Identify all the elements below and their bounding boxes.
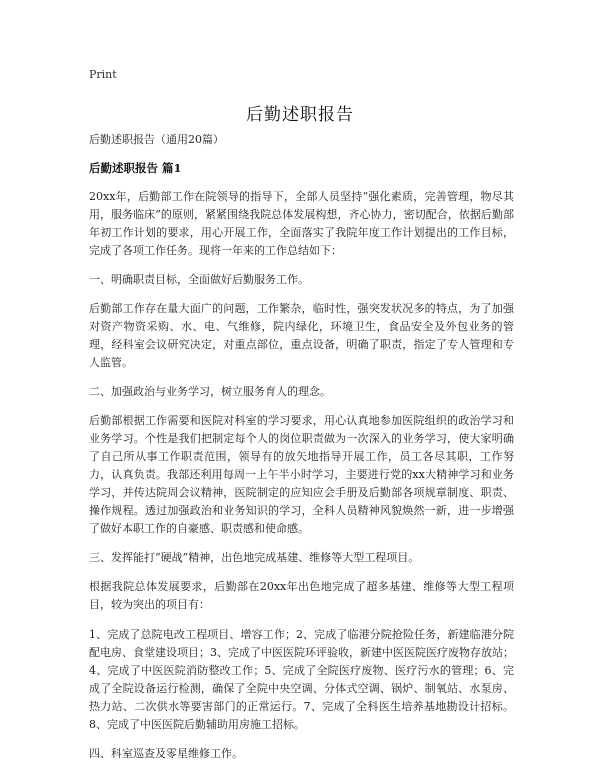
paragraph-intro: 20xx年，后勤部工作在院领导的指导下，全部人员坚持“强化素质，完善管理，物尽其用，服务临床”的原则，紧紧围绕我院总体发展构想，齐心协力，密切配合，依据后勤部年初工作计划的要求，用心开展工作，全面落实了我院年度工作计划提出的工作目标，完成了各项工作任务。现将一年来的工作总结如下： [89,190,514,257]
document-subtitle: 后勤述职报告（通用20篇） [89,133,224,146]
print-label: Print [89,68,117,81]
paragraph-2: 后勤部根据工作需要和医院对科室的学习要求，用心认真地参加医院组织的政治学习和业务学习。个性是我们把制定每个人的岗位职责做为一次深入的业务学习，使大家明确了自己所从事工作职责范围，领导有的放矢地指导开展工作，员工各尽其职，工作努力，认真负责。我部还利用每周一上午半小时学习，主要进行党的xx大精神学习和业务学习，并传达院周会议精神，医院制定的应知应会手册及后勤部各项规章制度、职责、操作规程。透过加强政治和业务知识的学习，全科人员精神风貌焕然一新，进一步增强了做好本职工作的自豪感、职责感和使命感。 [89,414,514,535]
section-title: 后勤述职报告 篇1 [89,161,182,175]
document-title: 后勤述职报告 [246,105,354,125]
paragraph-3: 根据我院总体发展要求，后勤部在20xx年出色地完成了超多基建、维修等大型工程项目，较为突出的项目有： [89,580,514,611]
heading-2: 二、加强政治与业务学习，树立服务育人的理念。 [89,385,331,398]
heading-4: 四、科室巡查及零星维修工作。 [89,747,243,760]
paragraph-4: 1、完成了总院电改工程项目、增容工作；2、完成了临港分院抢险任务，新建临港分院配电房、食堂建设项目；3、完成了中医医院环评验收，新建中医医院医疗废物存放站；4、完成了中医医院消防整改工作；5、完成了全院医疗废物、医疗污水的管理；6、完成了全院设备运行检测，确保了全院中央空调、分体式空调、锅炉、制氧站、水泵房、热力站、二次供水等要害部门的正常运行。7、完成了全科医生培养基地勘设计招标。8、完成了中医医院后勤辅助用房施工招标。 [89,628,514,731]
heading-1: 一、明确职责目标，全面做好后勤服务工作。 [89,273,309,286]
paragraph-1: 后勤部工作存在量大面广的问题，工作繁杂，临时性，强突发状况多的特点，为了加强对资产物资采购、水、电、气维修，院内绿化，环境卫生，食品安全及外包业务的管理，经科室会议研究决定，对重点部位，重点设备，明确了职责，指定了专人管理和专人监管。 [89,302,514,369]
document-body [89,132,514,774]
heading-3: 三、发挥能打“硬战”精神，出色地完成基建、维修等大型工程项目。 [89,551,420,564]
